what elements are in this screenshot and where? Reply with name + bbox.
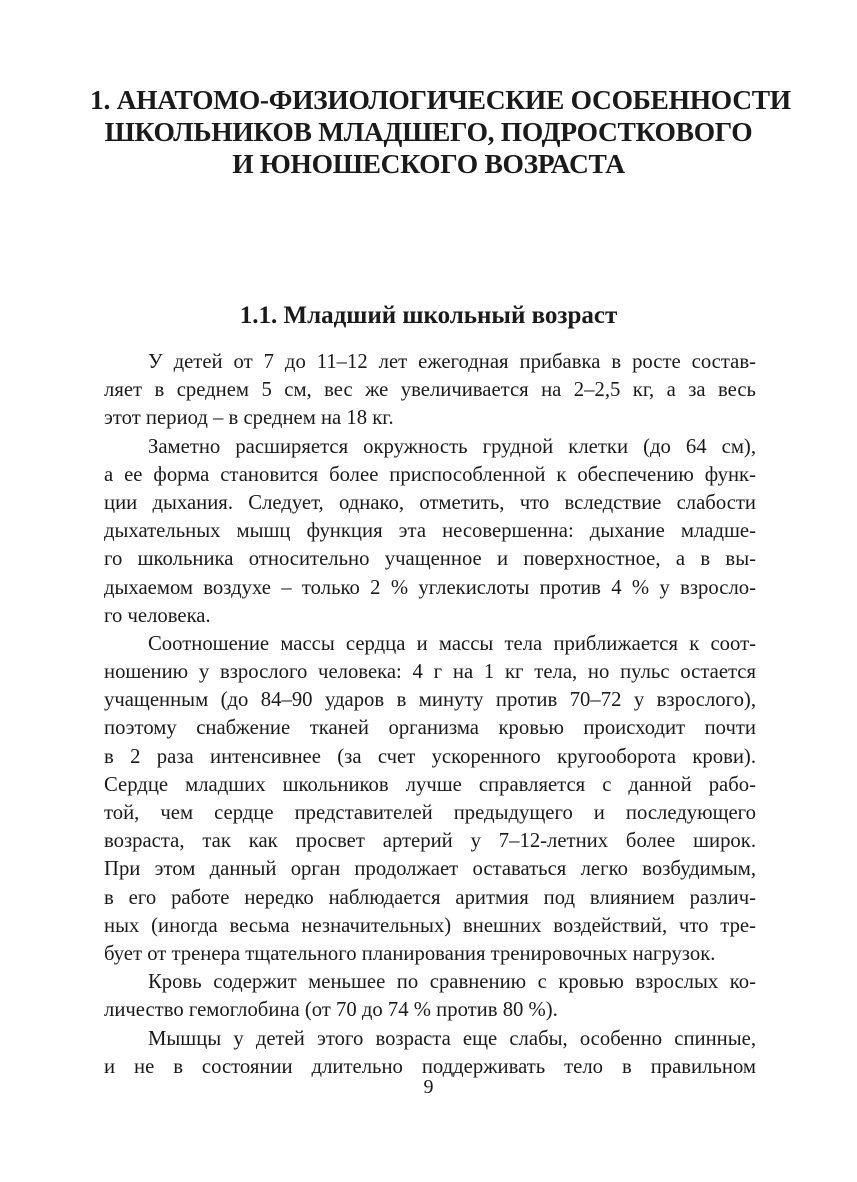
text-line: ных (иногда весьма незначительных) внешних воздействий, что тре- [104, 914, 756, 937]
section-title: 1.1. Младший школьный возраст [239, 302, 618, 329]
text-line: поэтому снабжение тканей организма кровью происходит почти [104, 717, 756, 740]
text-line: Соотношение массы сердца и массы тела приближается к соот- [148, 632, 756, 655]
text-line: го школьника относительно учащенное и поверхностное, а в вы- [104, 548, 756, 571]
text-line: возраста, так как просвет артерий у 7–12-летних более широк. [104, 830, 756, 853]
text-line: ношению у взрослого человека: 4 г на 1 кг тела, но пульс остается [104, 661, 756, 684]
page-number: 9 [423, 1076, 434, 1098]
text-line: бует от тренера тщательного планирования тренировочных нагрузок. [104, 942, 716, 965]
chapter-title [90, 84, 791, 180]
text-line: этот период – в среднем на 18 кг. [104, 407, 394, 430]
text-line: дыхательных мышц функция эта несовершенна: дыхание младше- [104, 520, 756, 543]
chapter-title-line: ШКОЛЬНИКОВ МЛАДШЕГО, ПОДРОСТКОВОГО [104, 116, 753, 147]
text-line: личество гемоглобина (от 70 до 74 % против 80 %). [104, 999, 558, 1022]
text-line: дыхаемом воздухе – только 2 % углекислоты против 4 % у взросло- [104, 576, 756, 599]
text-line: учащенным (до 84–90 ударов в минуту против 70–72 у взрослого), [104, 689, 756, 712]
text-line: Мышцы у детей этого возраста еще слабы, особенно спинные, [148, 1027, 756, 1050]
text-line: в его работе нередко наблюдается аритмия под влиянием различ- [104, 886, 756, 909]
text-line: Сердце младших школьников лучше справляется с данной рабо- [104, 773, 756, 796]
text-line: Кровь содержит меньшее по сравнению с кровью взрослых ко- [148, 971, 756, 994]
text-line: Заметно расширяется окружность грудной клетки (до 64 см), [148, 435, 756, 458]
text-line: У детей от 7 до 11–12 лет ежегодная прибавка в росте состав- [148, 351, 756, 373]
text-line: го человека. [104, 604, 211, 627]
text-line: той, чем сердце представителей предыдущего и последующего [104, 802, 756, 824]
text-line: в 2 раза интенсивнее (за счет ускоренного кругооборота крови). [104, 745, 756, 768]
text-line: а ее форма становится более приспособленной к обеспечению функ- [104, 463, 756, 486]
body-text [104, 348, 756, 1081]
text-line: При этом данный орган продолжает оставаться легко возбудимым, [104, 858, 756, 881]
text-line: ции дыхания. Следует, однако, отметить, что вследствие слабости [104, 491, 756, 514]
text-line: и не в состоянии длительно поддерживать тело в правильном [104, 1055, 756, 1078]
text-line: ляет в среднем 5 см, вес же увеличивается на 2–2,5 кг, а за весь [104, 379, 756, 402]
chapter-title-line: 1. АНАТОМО-ФИЗИОЛОГИЧЕСКИЕ ОСОБЕННОСТИ [90, 84, 791, 115]
chapter-title-line: И ЮНОШЕСКОГО ВОЗРАСТА [232, 148, 625, 179]
